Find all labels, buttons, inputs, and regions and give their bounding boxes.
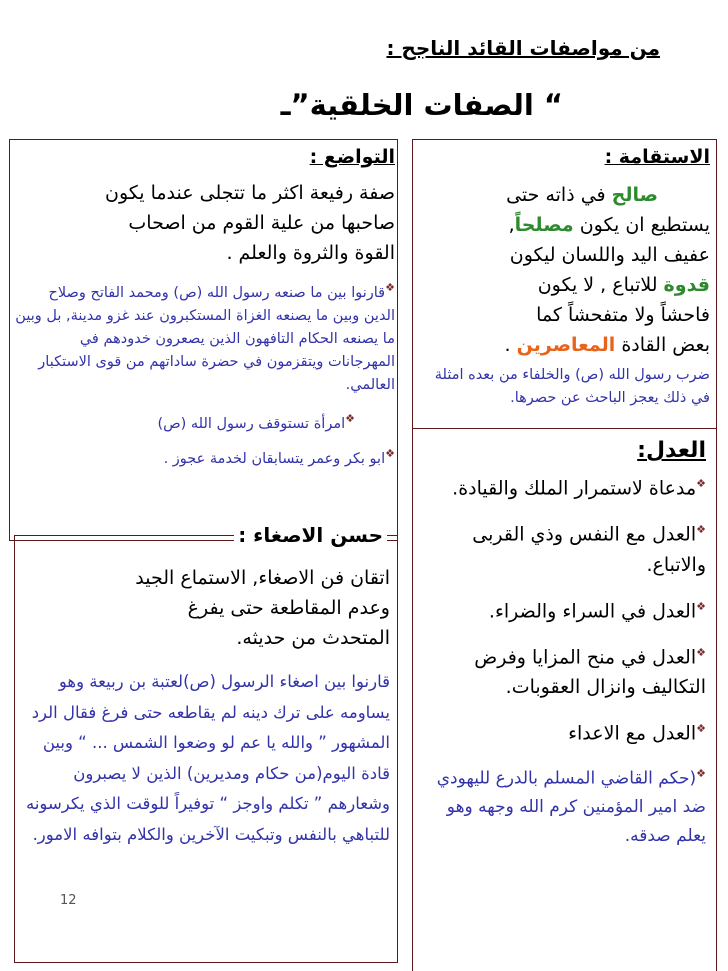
adl-item-1: ❖مدعاة لاستمرار الملك والقيادة. xyxy=(452,477,706,500)
isgha-content xyxy=(25,563,390,850)
tawadu-note-1: ❖قارنوا بين ما صنعه رسول الله (ص) ومحمد الفاتح وصلاح الدين وبين ما يصنعه الغزاة المستكبرون عند غزو مدينة, بل وبين ما يصنعه الحكام التافهون الذين يصعرون خدودهم في المهرجانات ويتقزمون في حضرة ساداتهم من قوى الاستكبار العالمي. xyxy=(15,281,395,393)
tawadu-note-3: ❖ابو بكر وعمر يتسابقان لخدمة عجوز . xyxy=(163,446,395,467)
slide-title: “ الصفات الخلقية”ـ xyxy=(280,88,563,122)
tawadu-body: صفة رفيعة اكثر ما تتجلى عندما يكون صاحبها من علية القوم من اصحاب القوة والثروة والعلم . xyxy=(105,182,395,264)
adl-item-4: ❖العدل في منح المزايا وفرض التكاليف وانزال العقوبات. xyxy=(474,645,706,699)
page-number: 12 xyxy=(60,893,77,908)
bullet-icon: ❖ xyxy=(385,281,395,294)
bullet-icon: ❖ xyxy=(696,722,706,736)
bullet-icon: ❖ xyxy=(696,766,706,780)
bullet-icon: ❖ xyxy=(696,477,706,490)
isgha-heading-wrap xyxy=(234,523,387,547)
istiqama-note: ضرب رسول الله (ص) والخلفاء من بعده امثلة في ذلك يعجز الباحث عن حصرها. xyxy=(434,367,710,406)
istiqama-heading: الاستقامة : xyxy=(604,146,710,168)
keyword-qudwa: قدوة xyxy=(663,274,710,296)
bullet-icon: ❖ xyxy=(345,411,355,425)
tawadu-content xyxy=(15,146,395,470)
keyword-musleh: مصلحاً xyxy=(514,214,574,236)
isgha-note: قارنوا بين اصغاء الرسول (ص)لعتبة بن ربيعة وهو يساومه على ترك دينه لم يقاطعه حتى فرغ فقال الرد المشهور ” والله يا عم لو وضعوا الشمس ... “ وبين قادة اليوم(من حكام ومديرين) الذين لا يصبرون وشعارهم ” تكلم واوجز “ توفيراً للوقت الذي يكرسونه للتباهي بالنفس وتبكيت الآخرين والكلام بتوافه الامور. xyxy=(25,672,390,844)
bullet-icon: ❖ xyxy=(385,446,395,460)
tawadu-heading: التواضع : xyxy=(309,146,395,168)
bullet-icon: ❖ xyxy=(696,645,706,659)
istiqama-body: صالح في ذاته حتى يستطيع ان يكون مصلحاً, عفيف اليد واللسان ليكون قدوة للاتباع , لا يكون فاحشاً ولا متفحشاً كما بعض القادة المعاصرين . xyxy=(504,184,710,356)
tawadu-note-2: ❖امرأة تستوقف رسول الله (ص) xyxy=(157,411,355,432)
adl-content xyxy=(426,438,706,851)
adl-item-3: ❖العدل في السراء والضراء. xyxy=(488,599,706,622)
keyword-saleh: صالح xyxy=(611,184,658,206)
isgha-body: اتقان فن الاصغاء, الاستماع الجيد وعدم المقاطعة حتى يفرغ المتحدث من حديثه. xyxy=(135,567,390,649)
keyword-muasirin: المعاصرين xyxy=(516,334,616,356)
adl-item-5: ❖العدل مع الاعداء xyxy=(568,722,706,745)
bullet-icon: ❖ xyxy=(696,523,706,537)
istiqama-content xyxy=(425,146,710,410)
bullet-icon: ❖ xyxy=(696,599,706,613)
adl-heading: العدل: xyxy=(637,438,706,463)
isgha-heading: حسن الاصغاء : xyxy=(238,523,383,547)
adl-item-2: ❖العدل مع النفس وذي القربى والاتباع. xyxy=(472,523,706,576)
adl-note: ❖(حكم القاضي المسلم بالدرع لليهودي ضد امير المؤمنين كرم الله وجهه وهو يعلم صدقه. xyxy=(436,766,706,847)
slide-subtitle: من مواصفات القائد الناجح : xyxy=(386,36,660,60)
